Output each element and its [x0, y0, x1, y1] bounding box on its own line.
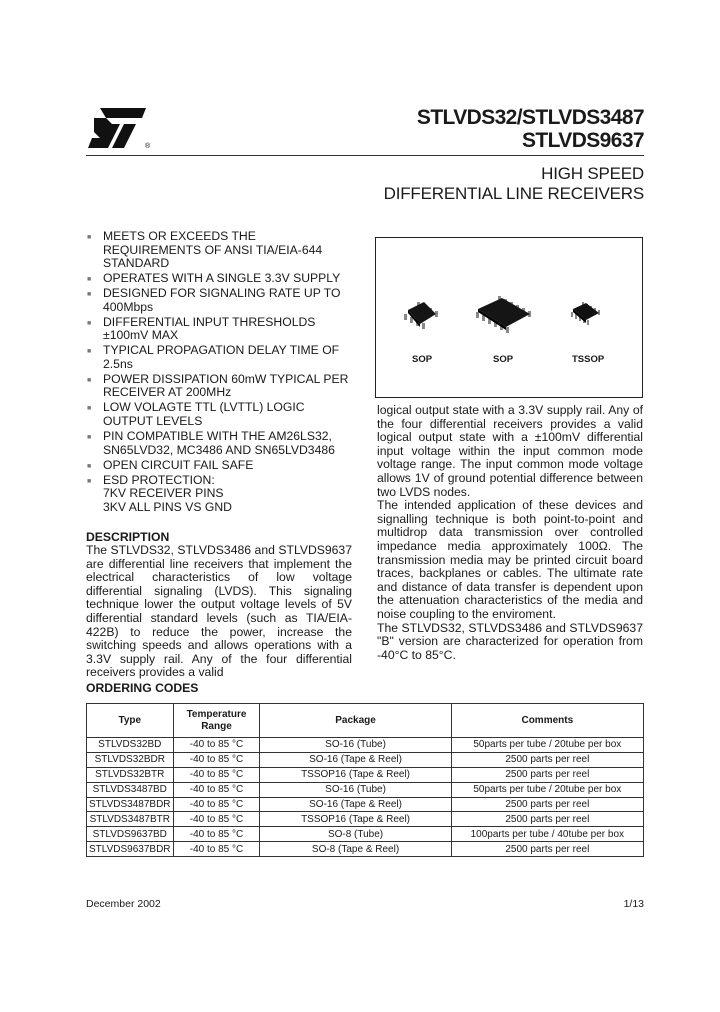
feature-item — [86, 401, 366, 428]
feature-line: PIN COMPATIBLE WITH THE AM26LS32, — [103, 429, 332, 444]
description-left-column — [86, 544, 352, 680]
column-header-type: Type — [87, 704, 174, 738]
bullet-icon: ■ — [87, 376, 92, 384]
feature-line: OUTPUT LEVELS — [103, 414, 203, 429]
cell-temp: -40 to 85 °C — [173, 752, 260, 767]
cell-temp: -40 to 85 °C — [173, 782, 260, 797]
feature-line: 7KV RECEIVER PINS — [103, 486, 224, 501]
cell-comments: 2500 parts per reel — [451, 812, 643, 827]
feature-line: STANDARD — [103, 256, 170, 271]
header-rule — [86, 155, 644, 156]
bullet-icon: ■ — [87, 348, 92, 356]
table-row — [87, 842, 644, 857]
feature-line: DESIGNED FOR SIGNALING RATE UP TO — [103, 286, 341, 301]
description-heading: DESCRIPTION — [86, 530, 170, 544]
cell-comments: 2500 parts per reel — [451, 842, 643, 857]
feature-line: TYPICAL PROPAGATION DELAY TIME OF — [103, 343, 340, 358]
cell-temp: -40 to 85 °C — [173, 827, 260, 842]
column-header-temperature — [173, 704, 260, 738]
cell-type: STLVDS3487BDR — [87, 797, 174, 812]
feature-line: LOW VOLAGTE TTL (LVTTL) LOGIC — [103, 400, 305, 415]
cell-type: STLVDS3487BTR — [87, 812, 174, 827]
cell-temp: -40 to 85 °C — [173, 842, 260, 857]
table-row — [87, 827, 644, 842]
cell-package: SO-16 (Tube) — [260, 782, 451, 797]
feature-item — [86, 230, 366, 271]
package-label-sop-1: SOP — [412, 354, 433, 365]
feature-item — [86, 430, 366, 457]
feature-item — [86, 344, 366, 371]
tssop-chip-icon — [568, 298, 602, 330]
table-row — [87, 812, 644, 827]
description-paragraph: The STLVDS32, STLVDS3486 and STLVDS9637 are differential line receivers that implement the electrical characteristics of low voltage differential signaling (LVDS). This signaling technique lower the output voltage levels of 5V differential standard levels (such as TIA/EIA-422B) to reduce the power, increase the switching speeds and allows operations with a 3.3V supply rail. Any of the four differential receivers provides a valid — [86, 543, 352, 680]
bullet-icon: ■ — [87, 276, 92, 284]
cell-comments: 50parts per tube / 20tube per box — [451, 738, 643, 753]
cell-type: STLVDS9637BD — [87, 827, 174, 842]
feature-line: MEETS OR EXCEEDS THE — [103, 229, 256, 243]
feature-item — [86, 459, 366, 473]
feature-item — [86, 272, 366, 286]
cell-package: SO-8 (Tape & Reel) — [260, 842, 451, 857]
bullet-icon: ■ — [87, 234, 92, 241]
st-logo — [86, 106, 154, 150]
bullet-icon: ■ — [87, 405, 92, 413]
table-row — [87, 797, 644, 812]
product-title-line1: STLVDS32/STLVDS3487 — [416, 106, 644, 129]
feature-line: OPERATES WITH A SINGLE 3.3V SUPPLY — [103, 271, 341, 286]
cell-temp: -40 to 85 °C — [173, 812, 260, 827]
cell-package: SO-8 (Tube) — [260, 827, 451, 842]
feature-line: 3KV ALL PINS VS GND — [103, 499, 232, 514]
package-image-box — [375, 237, 643, 398]
column-header-temp-line2: Range — [201, 720, 232, 732]
feature-item — [86, 287, 366, 314]
feature-item — [86, 373, 366, 400]
cell-comments: 2500 parts per reel — [451, 767, 643, 782]
package-label-tssop: TSSOP — [572, 354, 605, 365]
cell-type: STLVDS32BTR — [87, 767, 174, 782]
cell-type: STLVDS9637BDR — [87, 842, 174, 857]
logo-registered-mark: ® — [145, 143, 151, 150]
bullet-icon: ■ — [87, 477, 92, 485]
feature-item — [86, 474, 366, 515]
table-row — [87, 767, 644, 782]
feature-line: REQUIREMENTS OF ANSI TIA/EIA-644 — [103, 242, 323, 257]
cell-temp: -40 to 85 °C — [173, 797, 260, 812]
cell-type: STLVDS3487BD — [87, 782, 174, 797]
cell-comments: 100parts per tube / 40tube per box — [451, 827, 643, 842]
feature-line: 400Mbps — [103, 299, 154, 314]
feature-line: OPEN CIRCUIT FAIL SAFE — [103, 457, 254, 472]
description-paragraph: The STLVDS32, STLVDS3486 and STLVDS9637 "B" version are characterized for operation from -40°C to 85°C. — [377, 620, 643, 662]
ordering-codes-table — [86, 703, 644, 857]
feature-line: SN65LVD32, MC3486 AND SN65LVD3486 — [103, 442, 335, 457]
feature-line: ESD PROTECTION: — [103, 472, 215, 487]
bullet-icon: ■ — [87, 462, 92, 470]
package-label-sop-2: SOP — [493, 354, 514, 365]
description-paragraph: logical output state with a 3.3V supply rail. Any of the four differential receivers provides a valid logical output state with a ±100mV differential input voltage within the input common mode voltage range. The input common mode voltage allows 1V of ground potential difference between two LVDS nodes. — [377, 403, 643, 499]
cell-comments: 2500 parts per reel — [451, 797, 643, 812]
footer-date: December 2002 — [86, 898, 161, 910]
feature-line: DIFFERENTIAL INPUT THRESHOLDS — [103, 314, 316, 329]
table-row — [87, 738, 644, 753]
cell-type: STLVDS32BD — [87, 738, 174, 753]
cell-temp: -40 to 85 °C — [173, 738, 260, 753]
cell-package: TSSOP16 (Tape & Reel) — [260, 767, 451, 782]
footer-page-number: 1/13 — [623, 898, 644, 910]
column-header-comments: Comments — [451, 704, 643, 738]
table-row — [87, 752, 644, 767]
ordering-codes-heading: ORDERING CODES — [86, 681, 199, 695]
cell-package: TSSOP16 (Tape & Reel) — [260, 812, 451, 827]
feature-line: 2.5ns — [103, 356, 133, 371]
bullet-icon: ■ — [87, 319, 92, 327]
feature-list — [86, 230, 366, 516]
feature-line: POWER DISSIPATION 60mW TYPICAL PER — [103, 371, 349, 386]
table-header-row — [87, 704, 644, 738]
subtitle-line1: HIGH SPEED — [541, 164, 644, 183]
cell-package: SO-16 (Tape & Reel) — [260, 752, 451, 767]
bullet-icon: ■ — [87, 291, 92, 299]
feature-item — [86, 316, 366, 343]
product-title-line2: STLVDS9637 — [522, 129, 644, 152]
column-header-temp-line1: Temperature — [186, 708, 247, 720]
cell-comments: 2500 parts per reel — [451, 752, 643, 767]
cell-temp: -40 to 85 °C — [173, 767, 260, 782]
column-header-package: Package — [260, 704, 451, 738]
cell-package: SO-16 (Tube) — [260, 738, 451, 753]
cell-comments: 50parts per tube / 20tube per box — [451, 782, 643, 797]
feature-line: ±100mV MAX — [103, 328, 179, 343]
feature-line: RECEIVER AT 200MHz — [103, 385, 232, 400]
sop8-chip-icon — [402, 298, 440, 332]
description-right-column — [377, 404, 643, 662]
cell-package: SO-16 (Tape & Reel) — [260, 797, 451, 812]
bullet-icon: ■ — [87, 434, 92, 442]
description-paragraph: The intended application of these devices and signalling technique is both point-to-point and multidrop data transmission over controlled impedance media approximately 100Ω. The transmission media may be printed circuit board traces, backplanes or cables. The ultimate rate and distance of data transfer is dependent upon the attenuation characteristics of the media and noise coupling to the enviroment. — [377, 498, 643, 621]
table-row — [87, 782, 644, 797]
cell-type: STLVDS32BDR — [87, 752, 174, 767]
sop16-chip-icon — [474, 294, 534, 334]
subtitle-line2: DIFFERENTIAL LINE RECEIVERS — [383, 184, 644, 203]
